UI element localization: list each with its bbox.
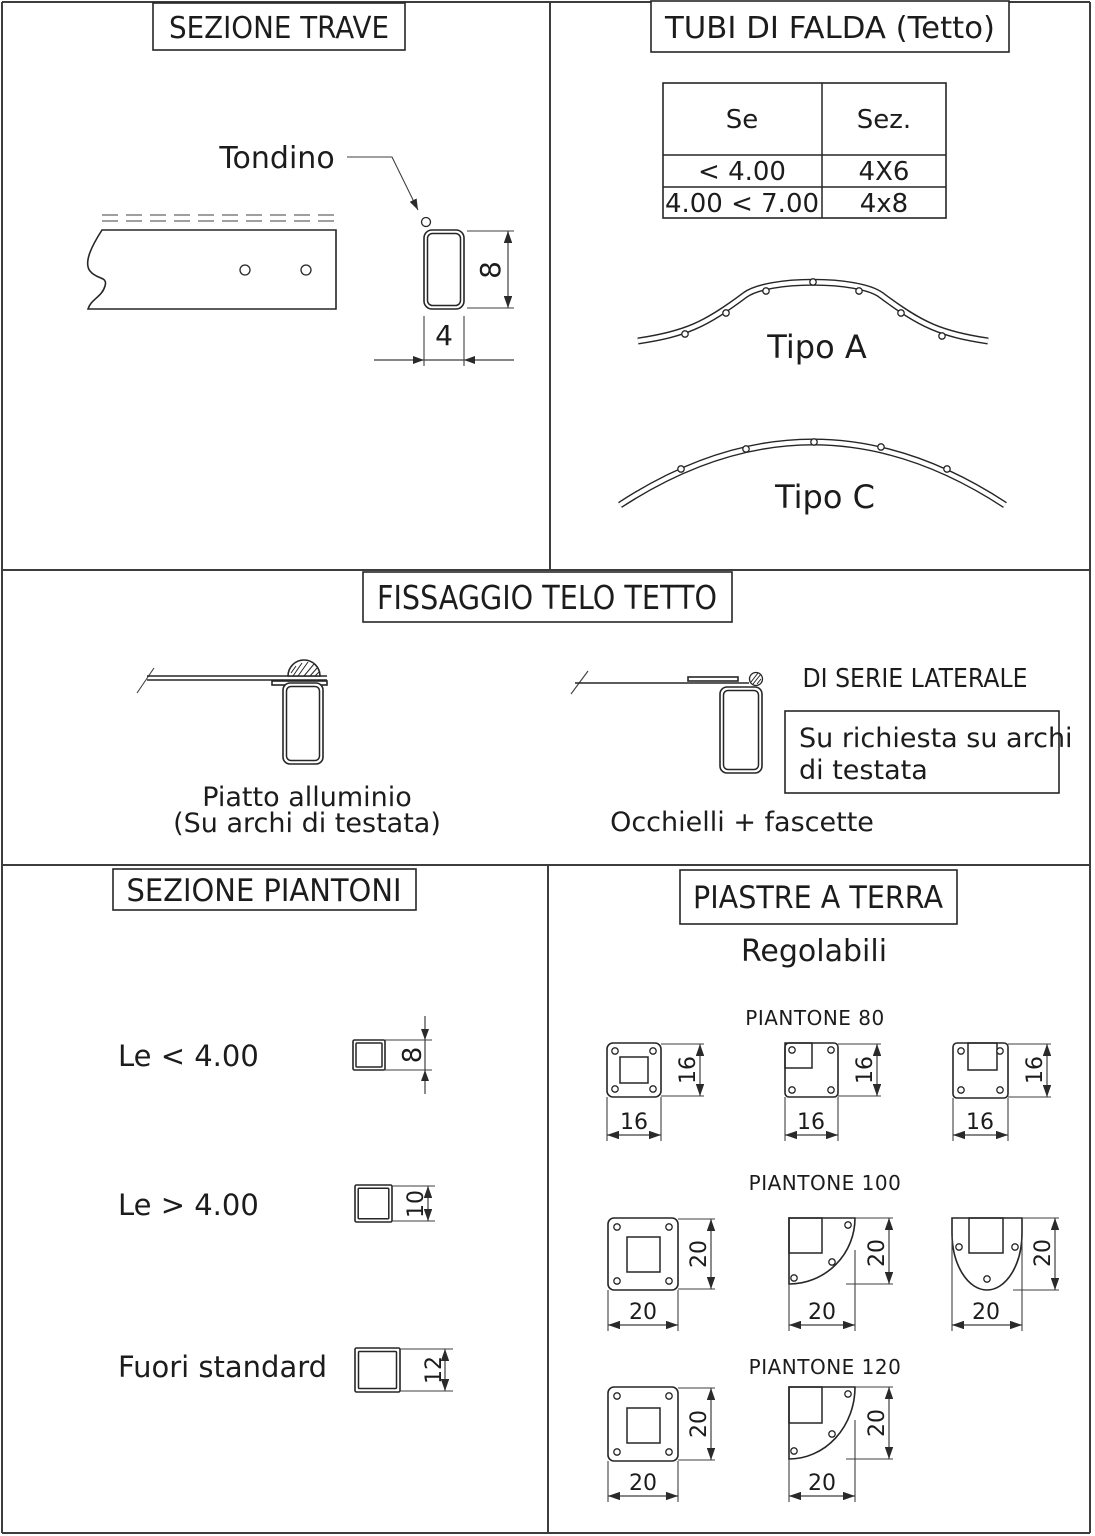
su-richiesta-note-box bbox=[785, 711, 1073, 793]
beam-width-dimension bbox=[374, 316, 514, 366]
piantoni-row2-label: Le > 4.00 bbox=[118, 1188, 259, 1222]
piastre-panel bbox=[607, 870, 1059, 1502]
piantoni-row-2 bbox=[118, 1185, 435, 1222]
piantoni-row-3 bbox=[118, 1348, 453, 1392]
piantone100-plate-round bbox=[952, 1218, 1059, 1331]
table-cell: < 4.00 bbox=[698, 157, 786, 187]
dim-value: 20 bbox=[808, 1300, 836, 1325]
dim-value: 16 bbox=[853, 1056, 878, 1084]
piatto-alluminio-drawing bbox=[137, 660, 441, 839]
tubi-title: TUBI DI FALDA (Tetto) bbox=[663, 11, 995, 46]
tondino-rod bbox=[422, 218, 431, 227]
piastre-subtitle: Regolabili bbox=[740, 934, 888, 969]
fissaggio-title: FISSAGGIO TELO TETTO bbox=[377, 578, 717, 617]
dim-value: 20 bbox=[808, 1471, 836, 1496]
piantone-120-label: PIANTONE 120 bbox=[748, 1355, 902, 1379]
piantone80-plate-corner bbox=[785, 1043, 881, 1141]
table-cell: 4x8 bbox=[859, 189, 909, 219]
piantoni-row1-dim: 8 bbox=[398, 1046, 428, 1064]
piantone120-plate-center bbox=[608, 1387, 715, 1502]
beam-width-value: 4 bbox=[435, 319, 453, 352]
di-serie-laterale-note: DI SERIE LATERALE bbox=[802, 664, 1028, 694]
beam-section-drawing bbox=[424, 230, 464, 309]
table-header-sez: Sez. bbox=[856, 105, 912, 135]
dim-value: 16 bbox=[797, 1110, 825, 1135]
piantone-100-label: PIANTONE 100 bbox=[748, 1171, 902, 1195]
table-cell: 4X6 bbox=[858, 157, 910, 187]
tipo-c-label: Tipo C bbox=[775, 478, 875, 516]
dim-value: 20 bbox=[629, 1300, 657, 1325]
dim-value: 16 bbox=[1023, 1056, 1048, 1084]
sezione-trave-title: SEZIONE TRAVE bbox=[169, 11, 389, 46]
piatto-caption-line1: Piatto alluminio bbox=[202, 782, 412, 813]
occhielli-caption: Occhielli + fascette bbox=[610, 807, 874, 838]
sezione-piantoni-panel bbox=[113, 869, 453, 1392]
piantoni-row1-label: Le < 4.00 bbox=[118, 1039, 259, 1073]
dim-value: 20 bbox=[972, 1300, 1000, 1325]
piantone100-plate-quarter bbox=[789, 1218, 893, 1331]
piastre-title: PIASTRE A TERRA bbox=[693, 880, 943, 916]
piantoni-row2-dim: 10 bbox=[404, 1190, 429, 1218]
table-cell: 4.00 < 7.00 bbox=[664, 189, 820, 219]
beam-height-dimension bbox=[467, 231, 514, 308]
piantone100-plate-center bbox=[608, 1218, 715, 1331]
dim-value: 16 bbox=[966, 1110, 994, 1135]
note-box-line2: di testata bbox=[799, 755, 928, 786]
piantoni-row3-label: Fuori standard bbox=[118, 1350, 328, 1384]
tubi-di-falda-panel bbox=[620, 1, 1009, 516]
piantoni-row3-dim: 12 bbox=[422, 1356, 447, 1384]
piantone120-plate-quarter bbox=[789, 1387, 893, 1502]
tipo-c-arc-drawing bbox=[620, 439, 1005, 516]
fissaggio-panel bbox=[137, 572, 1073, 839]
beam-plan-drawing bbox=[88, 215, 336, 309]
tondino-callout bbox=[218, 141, 430, 227]
dim-value: 20 bbox=[865, 1409, 890, 1437]
piantone-80-label: PIANTONE 80 bbox=[745, 1006, 885, 1030]
piantoni-title: SEZIONE PIANTONI bbox=[126, 873, 402, 909]
dim-value: 16 bbox=[620, 1110, 648, 1135]
note-box-line1: Su richiesta su archi bbox=[799, 723, 1073, 754]
dim-value: 20 bbox=[687, 1410, 712, 1438]
piantone80-plate-edge bbox=[953, 1043, 1051, 1141]
tondino-label: Tondino bbox=[219, 141, 335, 176]
dim-value: 20 bbox=[1031, 1239, 1056, 1267]
section-table bbox=[663, 83, 946, 219]
tondino-leader-line bbox=[347, 157, 418, 210]
dim-value: 20 bbox=[629, 1471, 657, 1496]
sezione-trave-panel bbox=[88, 3, 514, 366]
piantone80-plate-center bbox=[607, 1043, 704, 1141]
dim-value: 16 bbox=[676, 1056, 701, 1084]
dim-value: 20 bbox=[865, 1239, 890, 1267]
piatto-caption-line2: (Su archi di testata) bbox=[173, 808, 441, 839]
dim-value: 20 bbox=[687, 1240, 712, 1268]
beam-hole bbox=[240, 265, 250, 275]
tipo-a-arc-drawing bbox=[638, 279, 988, 366]
beam-hole bbox=[301, 265, 311, 275]
tipo-a-label: Tipo A bbox=[767, 328, 867, 366]
piantoni-row-1 bbox=[118, 1016, 432, 1094]
beam-height-value: 8 bbox=[474, 261, 507, 279]
table-header-se: Se bbox=[725, 105, 759, 135]
